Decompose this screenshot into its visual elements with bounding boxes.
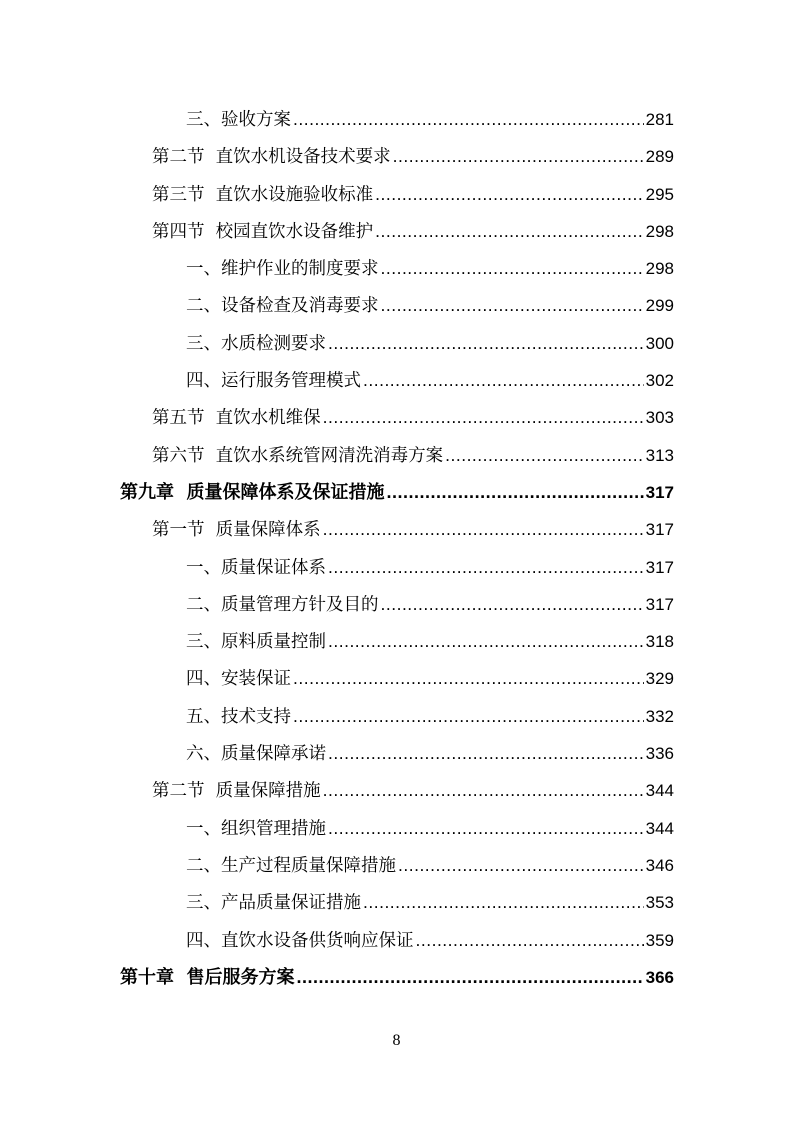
toc-entry-title: 第一节 质量保障体系 [152,520,321,541]
toc-entry-page: 299 [645,296,674,316]
toc-dot-leader [323,399,644,436]
toc-dot-leader [375,176,644,213]
toc-entry-title: 五、技术支持 [186,706,291,727]
toc-entry-page: 329 [645,669,674,689]
toc-subsection-entry[interactable] [0,101,793,138]
toc-subsection-entry[interactable] [0,660,793,697]
toc-entry-title: 一、质量保证体系 [186,557,326,578]
toc-entry-title: 第六节 直饮水系统管网清洗消毒方案 [152,445,444,466]
toc-entry-page: 317 [645,520,674,540]
toc-entry-title: 四、安装保证 [186,669,291,690]
toc-subsection-entry[interactable] [0,549,793,586]
toc-entry-title: 六、质量保障承诺 [186,744,326,765]
toc-chapter-entry[interactable] [0,959,793,996]
toc-entry-page: 313 [645,445,674,465]
toc-entry-title: 四、直饮水设备供货响应保证 [186,930,414,951]
toc-dot-leader [323,772,644,809]
toc-dot-leader [387,474,644,511]
toc-entry-page: 359 [645,930,674,950]
toc-entry-page: 295 [645,184,674,204]
toc-entry-page: 318 [645,632,674,652]
toc-subsection-entry[interactable] [0,325,793,362]
toc-entry-page: 281 [645,110,674,129]
page-number: 8 [392,1032,401,1049]
toc-dot-leader [393,138,644,175]
toc-subsection-entry[interactable] [0,586,793,623]
toc-entry-title: 一、维护作业的制度要求 [186,259,379,280]
toc-entry-title: 二、质量管理方针及目的 [186,594,379,615]
toc-section-entry[interactable] [0,437,793,474]
toc-section-entry[interactable] [0,213,793,250]
toc-entry-page: 344 [645,818,674,838]
toc-entry-title: 三、原料质量控制 [186,632,326,653]
toc-subsection-entry[interactable] [0,847,793,884]
toc-chapter-entry[interactable] [0,474,793,511]
toc-dot-leader [328,325,644,362]
toc-dot-leader [328,549,644,586]
toc-dot-leader [416,922,644,959]
toc-entry-title: 三、水质检测要求 [186,333,326,354]
toc-entry-title: 一、组织管理措施 [186,818,326,839]
toc-section-entry[interactable] [0,138,793,175]
toc-entry-page: 298 [645,259,674,279]
toc-entry-page: 303 [645,408,674,428]
toc-dot-leader [297,959,644,996]
toc-dot-leader [363,362,644,399]
toc-dot-leader [381,250,644,287]
toc-dot-leader [328,735,644,772]
toc-dot-leader [293,101,644,138]
toc-subsection-entry[interactable] [0,623,793,660]
toc-entry-page: 344 [645,781,674,801]
toc-dot-leader [381,586,644,623]
toc-entry-title: 第三节 直饮水设施验收标准 [152,184,374,205]
toc-subsection-entry[interactable] [0,287,793,324]
toc-entry-page: 332 [645,706,674,726]
toc-entry-page: 300 [645,333,674,353]
toc-section-entry[interactable] [0,511,793,548]
toc-dot-leader [323,511,644,548]
toc-entry-title: 第二节 直饮水机设备技术要求 [152,147,391,168]
toc-section-entry[interactable] [0,772,793,809]
toc-section-entry[interactable] [0,176,793,213]
toc-entry-title: 二、生产过程质量保障措施 [186,855,396,876]
toc-entry-title: 第十章 售后服务方案 [120,966,295,988]
toc-entry-page: 317 [645,482,674,502]
toc-entry-title: 第五节 直饮水机维保 [152,408,321,429]
toc-dot-leader [381,287,644,324]
toc-entry-page: 302 [645,371,674,391]
toc-entry-title: 三、产品质量保证措施 [186,893,361,914]
toc-subsection-entry[interactable] [0,810,793,847]
toc-entry-title: 二、设备检查及消毒要求 [186,296,379,317]
toc-entry-title: 第二节 质量保障措施 [152,781,321,802]
toc-entry-title: 第九章 质量保障体系及保证措施 [120,481,385,503]
toc-entry-page: 317 [645,594,674,614]
toc-entry-page: 298 [645,221,674,241]
toc-subsection-entry[interactable] [0,698,793,735]
toc-entry-title: 三、验收方案 [186,110,291,130]
toc-section-entry[interactable] [0,399,793,436]
toc-entry-page: 353 [645,893,674,913]
toc-entry-page: 336 [645,744,674,764]
table-of-contents [0,101,793,996]
toc-subsection-entry[interactable] [0,362,793,399]
toc-dot-leader [363,884,644,921]
toc-dot-leader [375,213,644,250]
toc-dot-leader [293,660,644,697]
toc-dot-leader [445,437,644,474]
toc-subsection-entry[interactable] [0,922,793,959]
toc-entry-page: 346 [645,855,674,875]
toc-entry-title: 四、运行服务管理模式 [186,371,361,392]
toc-entry-page: 366 [645,967,674,987]
toc-entry-page: 317 [645,557,674,577]
toc-dot-leader [293,698,644,735]
toc-dot-leader [398,847,644,884]
toc-entry-title: 第四节 校园直饮水设备维护 [152,221,374,242]
toc-entry-page: 289 [645,147,674,167]
toc-dot-leader [328,623,644,660]
toc-dot-leader [328,810,644,847]
toc-subsection-entry[interactable] [0,735,793,772]
toc-subsection-entry[interactable] [0,250,793,287]
toc-subsection-entry[interactable] [0,884,793,921]
